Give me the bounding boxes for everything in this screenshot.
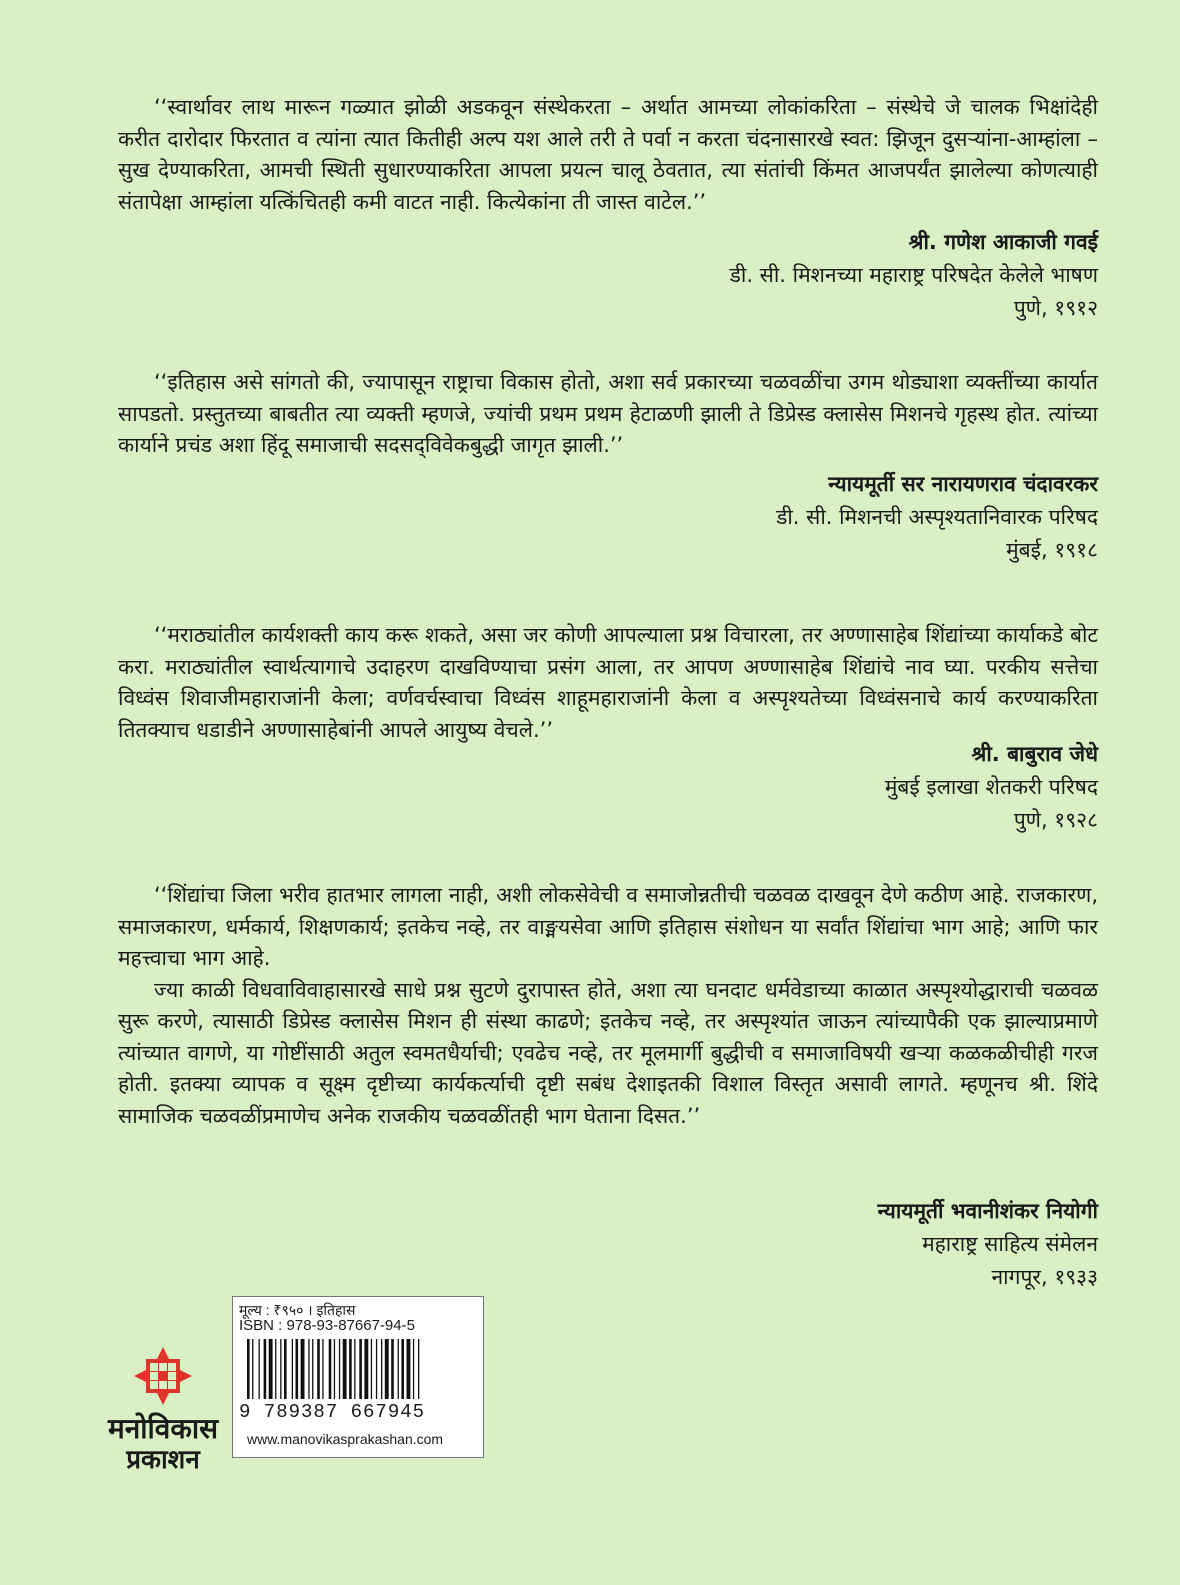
- quote-4-paragraph-2: ज्या काळी विधवाविवाहासारखे साधे प्रश्न सुटणे दुरापास्त होते, अशा त्या घनदाट धर्मवेडाच्या काळात अस्पृश्योद्धाराची चळवळ सुरू करणे, त्यासाठी डिप्रेस्ड क्लासेस मिशन ही संस्था काढणे; इतकेच नव्हे, तर अस्पृश्यांत जाऊन त्यांच्यापैकी एक झाल्याप्रमाणे त्यांच्यात वागणे, या गोष्टींसाठी अतुल स्वमतधैर्याची; एवढेच नव्हे, तर मूलमार्गी बुद्धीची व समाजाविषयी खऱ्या कळकळीचीही गरज होती. इतक्या व्यापक व सूक्ष्म दृष्टीच्या कार्यकर्त्याची दृष्टी सबंध देशाइतकी विशाल विस्तृत असावी लागते. म्हणूनच श्री. शिंदे सामाजिक चळवळींप्रमाणेच अनेक राजकीय चळवळींतही भाग घेताना दिसत.’’: [118, 977, 1098, 1128]
- quote-3-text: ‘‘मराठ्यांतील कार्यशक्ती काय करू शकते, असा जर कोणी आपल्याला प्रश्न विचारला, तर अण्णासाहेब शिंद्यांच्या कार्याकडे बोट करा. मराठ्यांतील स्वार्थत्यागाचे उदाहरण दाखविण्याचा प्रसंग आला, तर आपण अण्णासाहेब शिंद्यांचे नाव घ्या. परकीय सत्तेचा विध्वंस शिवाजीमहाराजांनी केला; वर्णवर्चस्वाचा विध्वंस शाहूमहाराजांनी केला व अस्पृश्यतेच्या विध्वंसनाचे कार्य करण्याकरिता तितक्याच धडाडीने अण्णासाहेबांनी आपले आयुष्य वेचले.’’: [118, 623, 1098, 742]
- quote-4-paragraph-1: ‘‘शिंद्यांचा जिला भरीव हातभार लागला नाही, अशी लोकसेवेची व समाजोन्नतीची चळवळ दाखवून देणे कठीण आहे. राजकारण, समाजकारण, धर्मकार्य, शिक्षणकार्य; इतकेच नव्हे, तर वाङ्मयसेवा आणि इतिहास संशोधन या सर्वांत शिंद्यांचा भाग आहे; आणि फार महत्त्वाचा भाग आहे.: [118, 883, 1098, 970]
- publisher-subtitle: प्रकाशन: [126, 1445, 200, 1475]
- quote-2: [118, 367, 1098, 462]
- quote-4: [118, 880, 1098, 1132]
- attribution-3-event: मुंबई इलाखा शेतकरी परिषद: [884, 775, 1098, 799]
- attribution-2: [398, 468, 1098, 567]
- attribution-2-name: न्यायमूर्ती सर नारायणराव चंदावरकर: [828, 472, 1098, 496]
- barcode-label: [232, 1296, 484, 1458]
- attribution-3-place: पुणे, १९२८: [1013, 808, 1098, 832]
- attribution-4-event: महाराष्ट्र साहित्य संमेलन: [922, 1232, 1098, 1256]
- quote-1: [118, 92, 1098, 218]
- attribution-1: [398, 226, 1098, 325]
- attribution-4-place: नागपूर, १९३३: [991, 1265, 1098, 1289]
- attribution-4: [398, 1195, 1098, 1294]
- attribution-2-event: डी. सी. मिशनची अस्पृश्यतानिवारक परिषद: [776, 505, 1098, 529]
- attribution-3-name: श्री. बाबुराव जेधे: [971, 742, 1098, 766]
- compass-star-logo-icon: [132, 1345, 194, 1407]
- attribution-1-name: श्री. गणेश आकाजी गवई: [908, 230, 1098, 254]
- isbn-line: ISBN : 978-93-87667-94-5: [239, 1317, 415, 1334]
- attribution-1-event: डी. सी. मिशनच्या महाराष्ट्र परिषदेत केलेले भाषण: [729, 263, 1098, 287]
- quote-1-text: ‘‘स्वार्थावर लाथ मारून गळ्यात झोळी अडकवून संस्थेकरता – अर्थात आमच्या लोकांकरिता – संस्थेचे जे चालक भिक्षांदेही करीत दारोदार फिरतात व त्यांना त्यात कितीही अल्प यश आले तरी ते पर्वा न करता चंदनासारखे स्वत: झिजून दुसऱ्यांना-आम्हांला – सुख देण्याकरिता, आमची स्थिती सुधारण्याकरिता आपला प्रयत्न चालू ठेवतात, त्या संतांची किंमत आजपर्यंत झालेल्या कोणत्याही संतापेक्षा आम्हांला यत्किंचितही कमी वाटत नाही. कित्येकांना ती जास्त वाटेल.’’: [118, 95, 1098, 214]
- barcode-icon: [243, 1339, 473, 1401]
- attribution-4-name: न्यायमूर्ती भवानीशंकर नियोगी: [877, 1199, 1098, 1223]
- barcode-digits: 9 789387 667945: [239, 1401, 426, 1423]
- website-url: www.manovikasprakashan.com: [247, 1431, 444, 1447]
- attribution-1-place: पुणे, १९१२: [1013, 296, 1098, 320]
- attribution-3: [398, 738, 1098, 837]
- quote-2-text: ‘‘इतिहास असे सांगतो की, ज्यापासून राष्ट्राचा विकास होतो, अशा सर्व प्रकारच्या चळवळींचा उगम थोड्याशा व्यक्तींच्या कार्यात सापडतो. प्रस्तुतच्या बाबतीत त्या व्यक्ती म्हणजे, ज्यांची प्रथम प्रथम हेटाळणी झाली ते डिप्रेस्ड क्लासेस मिशनचे गृहस्थ होत. त्यांच्या कार्याने प्रचंड अशा हिंदू समाजाची सदसद्‌विवेकबुद्धी जागृत झाली.’’: [118, 370, 1098, 457]
- price-line: मूल्य : ₹९५० । इतिहास: [239, 1302, 356, 1318]
- quote-3: [118, 620, 1098, 746]
- publisher-logo: [98, 1345, 228, 1475]
- attribution-2-place: मुंबई, १९१८: [1006, 538, 1098, 562]
- publisher-name: मनोविकास: [107, 1412, 219, 1445]
